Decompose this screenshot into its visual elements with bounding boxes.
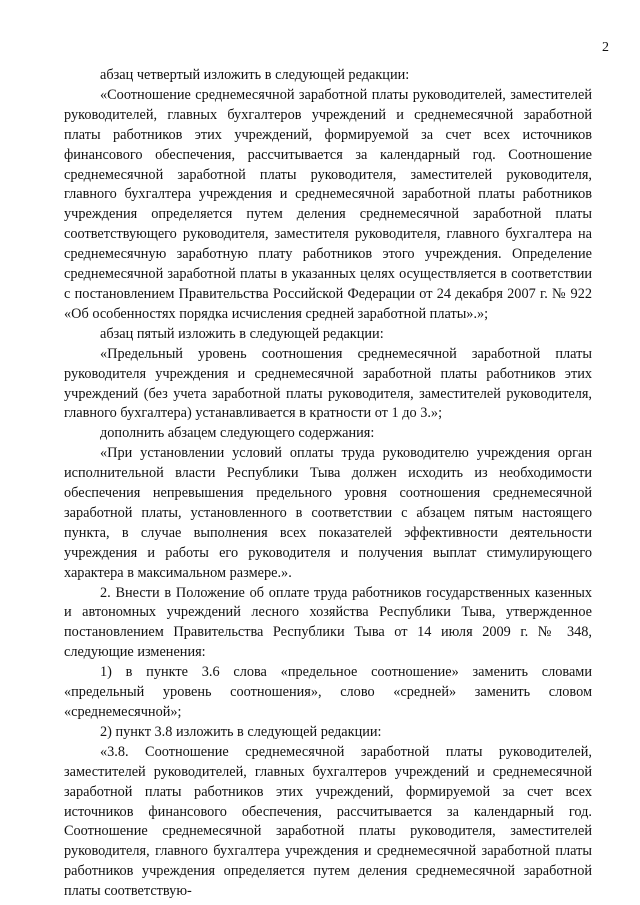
paragraph-subitem-1: 1) в пункте 3.6 слова «предельное соотношение» заменить словами «предельный уровень соотношения», слово «средней» заменить словом «среднемесячной»; — [64, 664, 592, 720]
paragraph-ratio-calculation: «Соотношение среднемесячной заработной платы руководителей, заместителей руководителей, главных бухгалтеров учреждений и среднемесячной заработной платы работников этих учреждений, формируемой за счет всех источников финансового обеспечения, рассчитывается за календарный год. Соотношение среднемесячной заработной платы руководителя, заместителей руководителя, главного бухгалтера учреждения и среднемесячной заработной платы работников учреждения определяется путем деления среднемесячной заработной платы соответствующего руководителя, заместителя руководителя, главного бухгалтера на среднемесячную заработную плату работников этого учреждения. Определение среднемесячной заработной платы в указанных целях осуществляется в соответствии с постановлением Правительства Российской Федерации от 24 декабря 2007 г. № 922 «Об особенностях порядка исчисления средней заработной платы».»; — [64, 86, 592, 322]
page-number: 2 — [602, 40, 609, 55]
paragraph-item-2: 2. Внести в Положение об оплате труда работников государственных казенных и автономных учреждений лесного хозяйства Республики Тыва, утвержденное постановлением Правительства Республики Тыва от 14 июля 2009 г. № 348, следующие изменения: — [64, 584, 592, 661]
paragraph-add-intro: дополнить абзацем следующего содержания: — [100, 425, 375, 442]
paragraph-clause-3-8: «3.8. Соотношение среднемесячной заработной платы руководителей, заместителей руководителей, главных бухгалтеров учреждений и среднемесячной заработной платы работников этих учреждений, формируемой за счет всех источников финансового обеспечения, рассчитывается за календарный год. Соотношение среднемесячной заработной платы руководителя, заместителей руководителя, главного бухгалтера учреждения и среднемесячной заработной платы работников учреждения определяется путем деления среднемесячной заработной платы соответствую- — [64, 743, 592, 900]
paragraph-subitem-2: 2) пункт 3.8 изложить в следующей редакции: — [100, 723, 382, 740]
paragraph-ratio-limit: «Предельный уровень соотношения среднемесячной заработной платы руководителя учреждения и среднемесячной заработной платы работников этих учреждений (без учета заработной платы руководителя, заместителей руководителя, главного бухгалтера) устанавливается в кратности от 1 до 3.»; — [64, 345, 592, 422]
paragraph-conditions: «При установлении условий оплаты труда руководителю учреждения орган исполнительной власти Республики Тыва должен исходить из необходимости обеспечения непревышения предельного уровня соотношения среднемесячной заработной платы, установленного в соответствии с абзацем пятым настоящего пункта, в случае выполнения всех показателей эффективности деятельности учреждения и работы его руководителя и получения выплат стимулирующего характера в максимальном размере.». — [64, 445, 592, 581]
document-body — [64, 66, 592, 902]
paragraph-intro-5: абзац пятый изложить в следующей редакции: — [100, 325, 384, 342]
paragraph-intro-4: абзац четвертый изложить в следующей редакции: — [100, 67, 410, 83]
